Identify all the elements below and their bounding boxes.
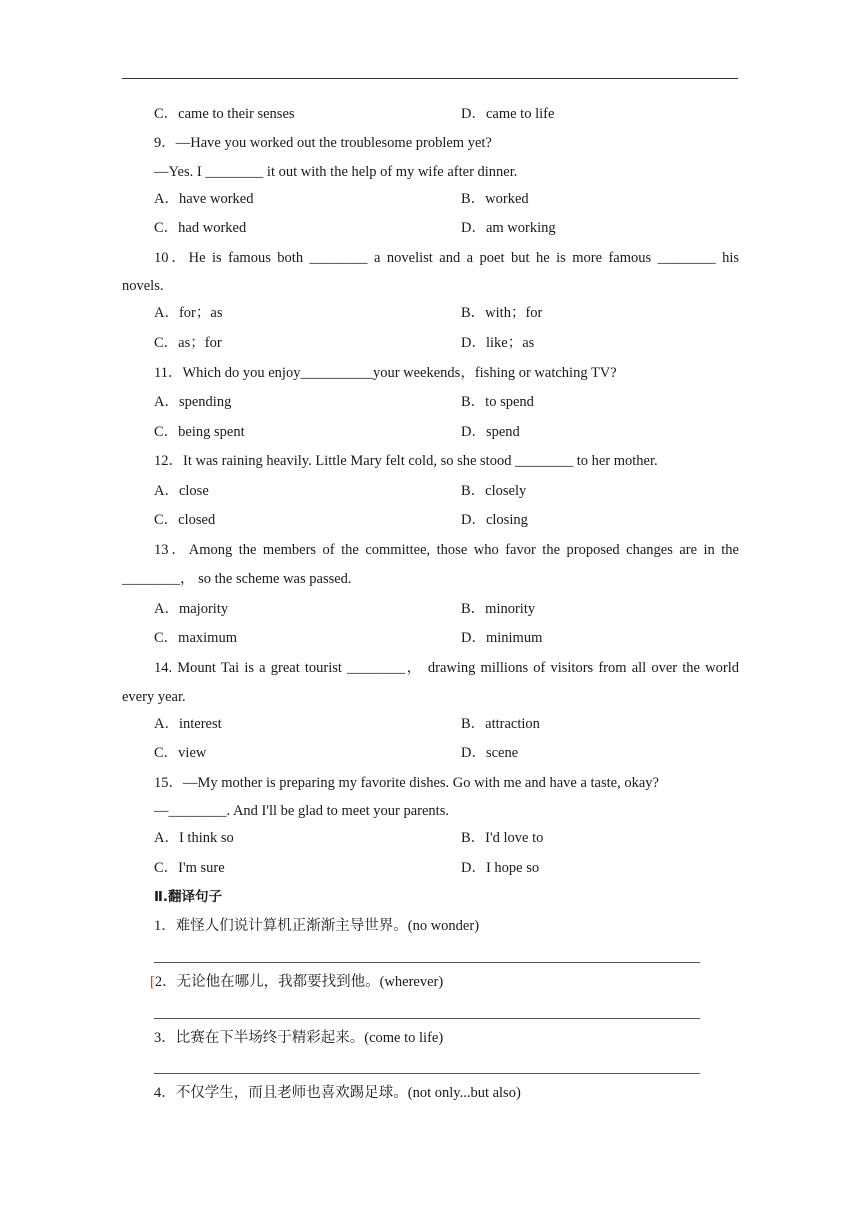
q13-option-c: C．maximum [154, 630, 237, 646]
q14-option-a: A．interest [154, 716, 222, 732]
q15-option-c: C．I'm sure [154, 860, 225, 876]
q8-option-d: D．came to life [461, 106, 555, 122]
q11-option-d: D．spend [461, 424, 520, 440]
q15-option-d: D．I hope so [461, 860, 540, 876]
q11-stem: 11．Which do you enjoy__________your weekends，fishing or watching TV? [154, 365, 617, 381]
q9-option-c: C．had worked [154, 220, 247, 236]
q10-option-b: B．with；for [461, 305, 543, 321]
header-rule [122, 78, 738, 79]
translation-item-4: 4．不仅学生，而且老师也喜欢踢足球。(not only...but also) [154, 1085, 521, 1101]
translation-item-3: 3．比赛在下半场终于精彩起来。(come to life) [154, 1030, 444, 1046]
q13-stem-continued: ________， so the scheme was passed. [122, 571, 352, 587]
q9-option-a: A．have worked [154, 191, 254, 207]
q9-stem: 9．—Have you worked out the troublesome problem yet? [154, 135, 492, 151]
q9-stem-reply: —Yes. I ________ it out with the help of my wife after dinner. [154, 164, 518, 180]
q10-option-c: C．as；for [154, 335, 222, 351]
q11-option-a: A．spending [154, 394, 232, 410]
q14-stem: 14. Mount Tai is a great tourist ________， drawing millions of visitors from all over the world [154, 660, 739, 676]
answer-line-3 [154, 1073, 700, 1074]
q13-option-b: B．minority [461, 601, 536, 617]
q12-option-b: B．closely [461, 483, 527, 499]
q12-stem: 12．It was raining heavily. Little Mary felt cold, so she stood ________ to her mother. [154, 453, 658, 469]
answer-line-1 [154, 962, 700, 963]
bracket-mark: [ [150, 974, 155, 990]
q15-stem: 15．—My mother is preparing my favorite dishes. Go with me and have a taste, okay? [154, 775, 659, 791]
q12-option-a: A．close [154, 483, 209, 499]
answer-line-2 [154, 1018, 700, 1019]
q15-stem-reply: —________. And I'll be glad to meet your parents. [154, 803, 449, 819]
q14-option-c: C．view [154, 745, 207, 761]
q13-option-d: D．minimum [461, 630, 543, 646]
q13-stem: 13．Among the members of the committee, those who favor the proposed changes are in the [154, 542, 739, 558]
translation-item-1: 1．难怪人们说计算机正渐渐主导世界。(no wonder) [154, 918, 480, 934]
q8-option-c: C．came to their senses [154, 106, 295, 122]
q10-stem-continued: novels. [122, 278, 164, 294]
q9-option-b: B．worked [461, 191, 529, 207]
translation-item-2 [150, 972, 443, 992]
q10-option-a: A．for；as [154, 305, 223, 321]
q15-option-a: A．I think so [154, 830, 234, 846]
q10-stem: 10．He is famous both ________ a novelist and a poet but he is more famous ________ his [154, 250, 739, 266]
q14-option-b: B．attraction [461, 716, 540, 732]
q13-option-a: A．majority [154, 601, 229, 617]
q12-option-d: D．closing [461, 512, 528, 528]
q14-option-d: D．scene [461, 745, 519, 761]
section-title: Ⅱ.翻译句子 [154, 889, 223, 905]
q10-option-d: D．like；as [461, 335, 535, 351]
q11-option-b: B．to spend [461, 394, 534, 410]
q9-option-d: D．am working [461, 220, 556, 236]
q14-stem-continued: every year. [122, 689, 186, 705]
q12-option-c: C．closed [154, 512, 216, 528]
q15-option-b: B．I'd love to [461, 830, 544, 846]
q11-option-c: C．being spent [154, 424, 245, 440]
translation-item-2-text: 2．无论他在哪儿，我都要找到他。(wherever) [154, 974, 444, 990]
